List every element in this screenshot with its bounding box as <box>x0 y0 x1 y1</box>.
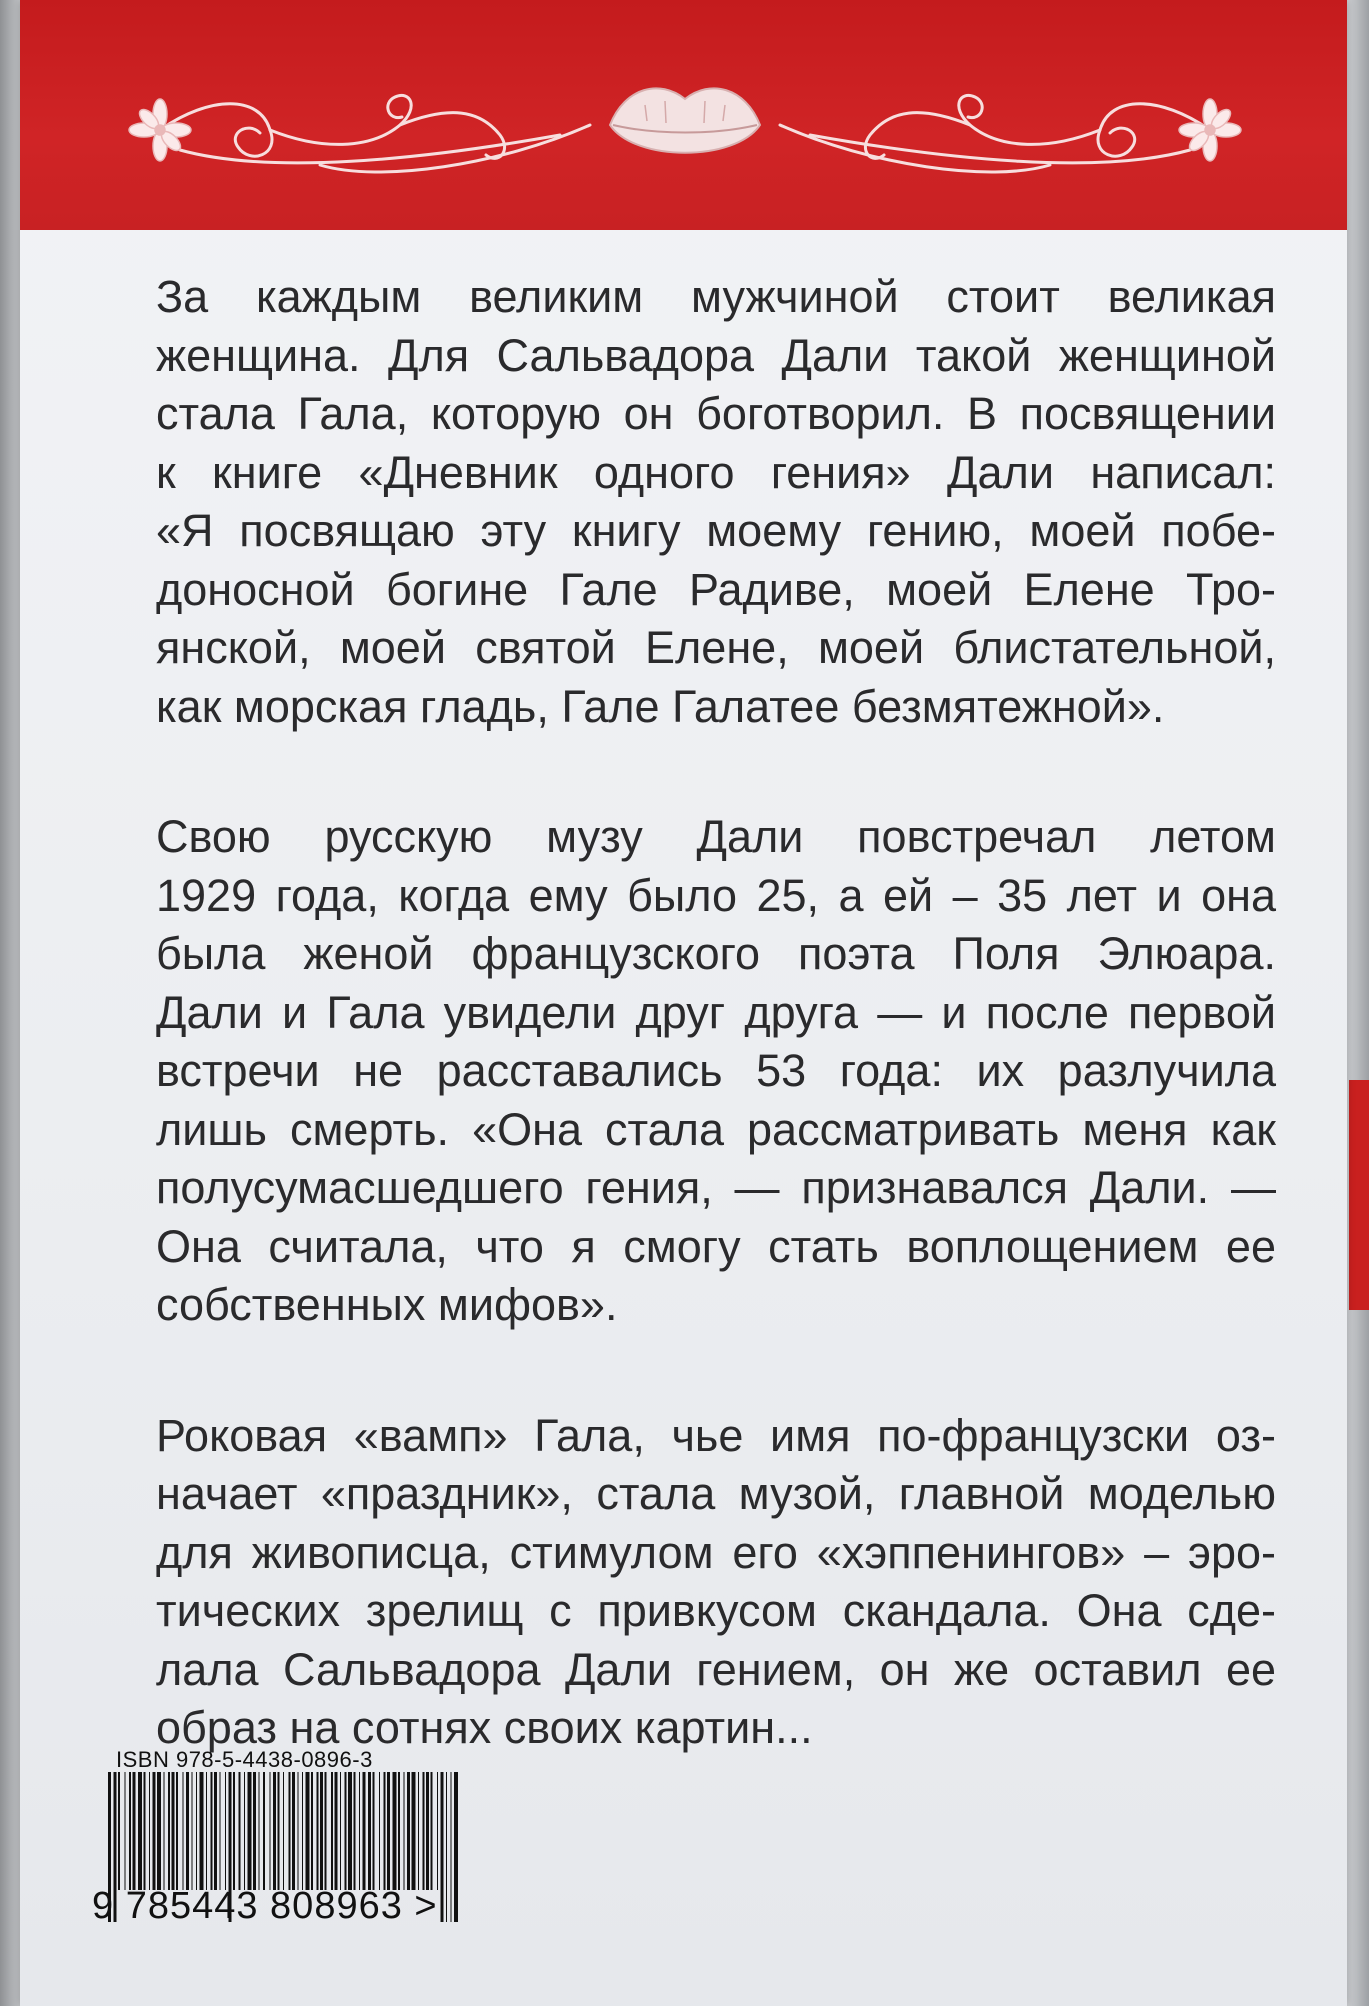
text-line: Дали и Гала увидели друг друга — и после первой <box>156 986 1276 1038</box>
barcode-bar <box>418 1772 419 1890</box>
barcode-bar <box>320 1772 323 1890</box>
barcode-bar <box>263 1772 265 1890</box>
text-line: стала Гала, которую он боготворил. В посвящении <box>156 388 1276 439</box>
barcode-bar <box>176 1772 178 1890</box>
barcode-bar <box>144 1772 146 1890</box>
header-red-band <box>20 0 1347 230</box>
text-line: Свою русскую музу Дали повстречал летом <box>156 811 1276 862</box>
barcode-bar <box>451 1772 452 1922</box>
barcode-bar <box>244 1772 245 1890</box>
barcode-bar <box>325 1772 327 1890</box>
barcode-bar <box>340 1772 341 1890</box>
background-red-tab <box>1349 1080 1369 1310</box>
background-edge-left <box>0 0 20 2006</box>
text-line: Роковая «вамп» Гала, чье имя по-французски оз- <box>156 1409 1276 1461</box>
barcode-bar <box>149 1772 150 1890</box>
text-line: собственных мифов». <box>156 1279 618 1330</box>
barcode-bar <box>345 1772 347 1890</box>
paragraph-3 <box>96 1407 1276 1758</box>
barcode-bar <box>331 1772 333 1890</box>
text-line: начает «праздник», стала музой, главной моделью <box>156 1468 1276 1519</box>
barcode-bar <box>214 1772 217 1890</box>
text-line: как морская гладь, Гале Галатее безмятежной». <box>156 680 1165 732</box>
text-line: встречи не расставались 53 года: их разлучила <box>156 1045 1276 1096</box>
barcode-bar <box>431 1772 433 1890</box>
isbn-label: ISBN 978-5-4438-0896-3 <box>116 1747 373 1772</box>
barcode-bar <box>398 1772 400 1890</box>
barcode-bar <box>317 1772 319 1890</box>
barcode-bar <box>220 1772 221 1890</box>
barcode-bar <box>348 1772 352 1890</box>
text-line: женщина. Для Сальвадора Дали такой женщиной <box>156 329 1276 381</box>
text-line: образ на сотнях своих картин... <box>156 1702 813 1753</box>
barcode-bar <box>211 1772 213 1890</box>
text-line: к книге «Дневник одного гения» Дали написал: <box>156 446 1276 498</box>
paragraph-2 <box>96 808 1276 1335</box>
barcode-bar <box>233 1772 235 1890</box>
barcode-bar <box>441 1772 444 1922</box>
text-line: 1929 года, когда ему было 25, а ей – 35 лет и она <box>156 869 1276 921</box>
barcode-bar <box>289 1772 291 1890</box>
barcode-bar <box>273 1772 276 1890</box>
barcode-bar <box>407 1772 410 1890</box>
barcode-bar <box>186 1772 189 1890</box>
text-line: полусумасшедшего гения, — признавался Дали. — <box>156 1162 1276 1213</box>
barcode-bar <box>200 1772 204 1890</box>
text-line: была женой французского поэта Поля Элюара. <box>156 928 1276 979</box>
blurb-text <box>96 268 1276 1830</box>
text-line: янской, моей святой Елене, моей блистательной, <box>156 622 1276 673</box>
text-line: За каждым великим мужчиной стоит великая <box>156 271 1276 322</box>
barcode-bar <box>384 1772 386 1890</box>
barcode-bar <box>393 1772 397 1890</box>
text-line: тических зрелищ с привкусом скандала. Она сде- <box>156 1585 1276 1636</box>
text-line: лишь смерть. «Она стала рассматривать меня как <box>156 1103 1276 1155</box>
barcode-bar <box>153 1772 156 1890</box>
text-line: «Я посвящаю эту книгу моему гению, моей побе- <box>156 505 1276 556</box>
barcode-bar <box>248 1772 252 1890</box>
barcode-bar <box>183 1772 184 1890</box>
barcode-bar <box>306 1772 310 1890</box>
barcode-bar <box>118 1772 120 1890</box>
barcode-bar <box>259 1772 260 1890</box>
barcode-bar <box>239 1772 241 1890</box>
barcode-bar <box>363 1772 366 1890</box>
barcode-bar <box>192 1772 193 1890</box>
paragraph-1 <box>96 268 1276 736</box>
barcode-bar <box>138 1772 142 1890</box>
barcode-bar <box>446 1772 447 1922</box>
background-edge-right <box>1347 0 1369 2006</box>
barcode-bar <box>196 1772 197 1890</box>
barcode-bar <box>157 1772 161 1890</box>
barcode-bar <box>283 1772 284 1890</box>
barcode-bar <box>302 1772 303 1890</box>
text-line: доносной богине Гале Радиве, моей Елене Тро- <box>156 563 1276 615</box>
barcode-bar <box>206 1772 207 1890</box>
barcode-bar <box>368 1772 371 1890</box>
swirl-ornament <box>120 55 1250 185</box>
barcode-bar <box>404 1772 405 1890</box>
barcode-bar <box>253 1772 256 1890</box>
barcode-bar <box>387 1772 390 1890</box>
barcode-bar <box>335 1772 338 1890</box>
barcode-bar <box>225 1772 226 1890</box>
barcode-bar <box>437 1772 438 1890</box>
barcode-bar <box>454 1772 458 1922</box>
barcode-bar <box>412 1772 416 1890</box>
barcode-bar <box>270 1772 271 1890</box>
barcode-bar <box>311 1772 313 1890</box>
barcode-bar <box>164 1772 165 1890</box>
barcode-bar <box>278 1772 280 1890</box>
barcode-bar <box>292 1772 295 1890</box>
barcode-bar <box>133 1772 136 1890</box>
text-line: Она считала, что я смогу стать воплощением ее <box>156 1220 1276 1272</box>
barcode-bar <box>129 1772 131 1890</box>
barcode-bar <box>426 1772 429 1890</box>
text-line: лала Сальвадора Дали гением, он же оставил ее <box>156 1643 1276 1695</box>
barcode-bar <box>373 1772 375 1890</box>
barcode-bar <box>125 1772 126 1890</box>
barcode-bar <box>298 1772 299 1890</box>
barcode-bar <box>354 1772 356 1890</box>
text-line: для живописца, стимулом его «хэппенингов» – эро- <box>156 1526 1276 1578</box>
barcode-bar <box>379 1772 380 1890</box>
barcode-bar <box>168 1772 170 1890</box>
barcode-digits: 9 785443 808963 > <box>92 1885 438 1927</box>
book-back-cover <box>20 0 1347 2006</box>
lips-icon <box>610 88 760 152</box>
barcode-bar <box>423 1772 425 1890</box>
barcode-bar <box>172 1772 175 1890</box>
barcode-bar <box>359 1772 360 1890</box>
